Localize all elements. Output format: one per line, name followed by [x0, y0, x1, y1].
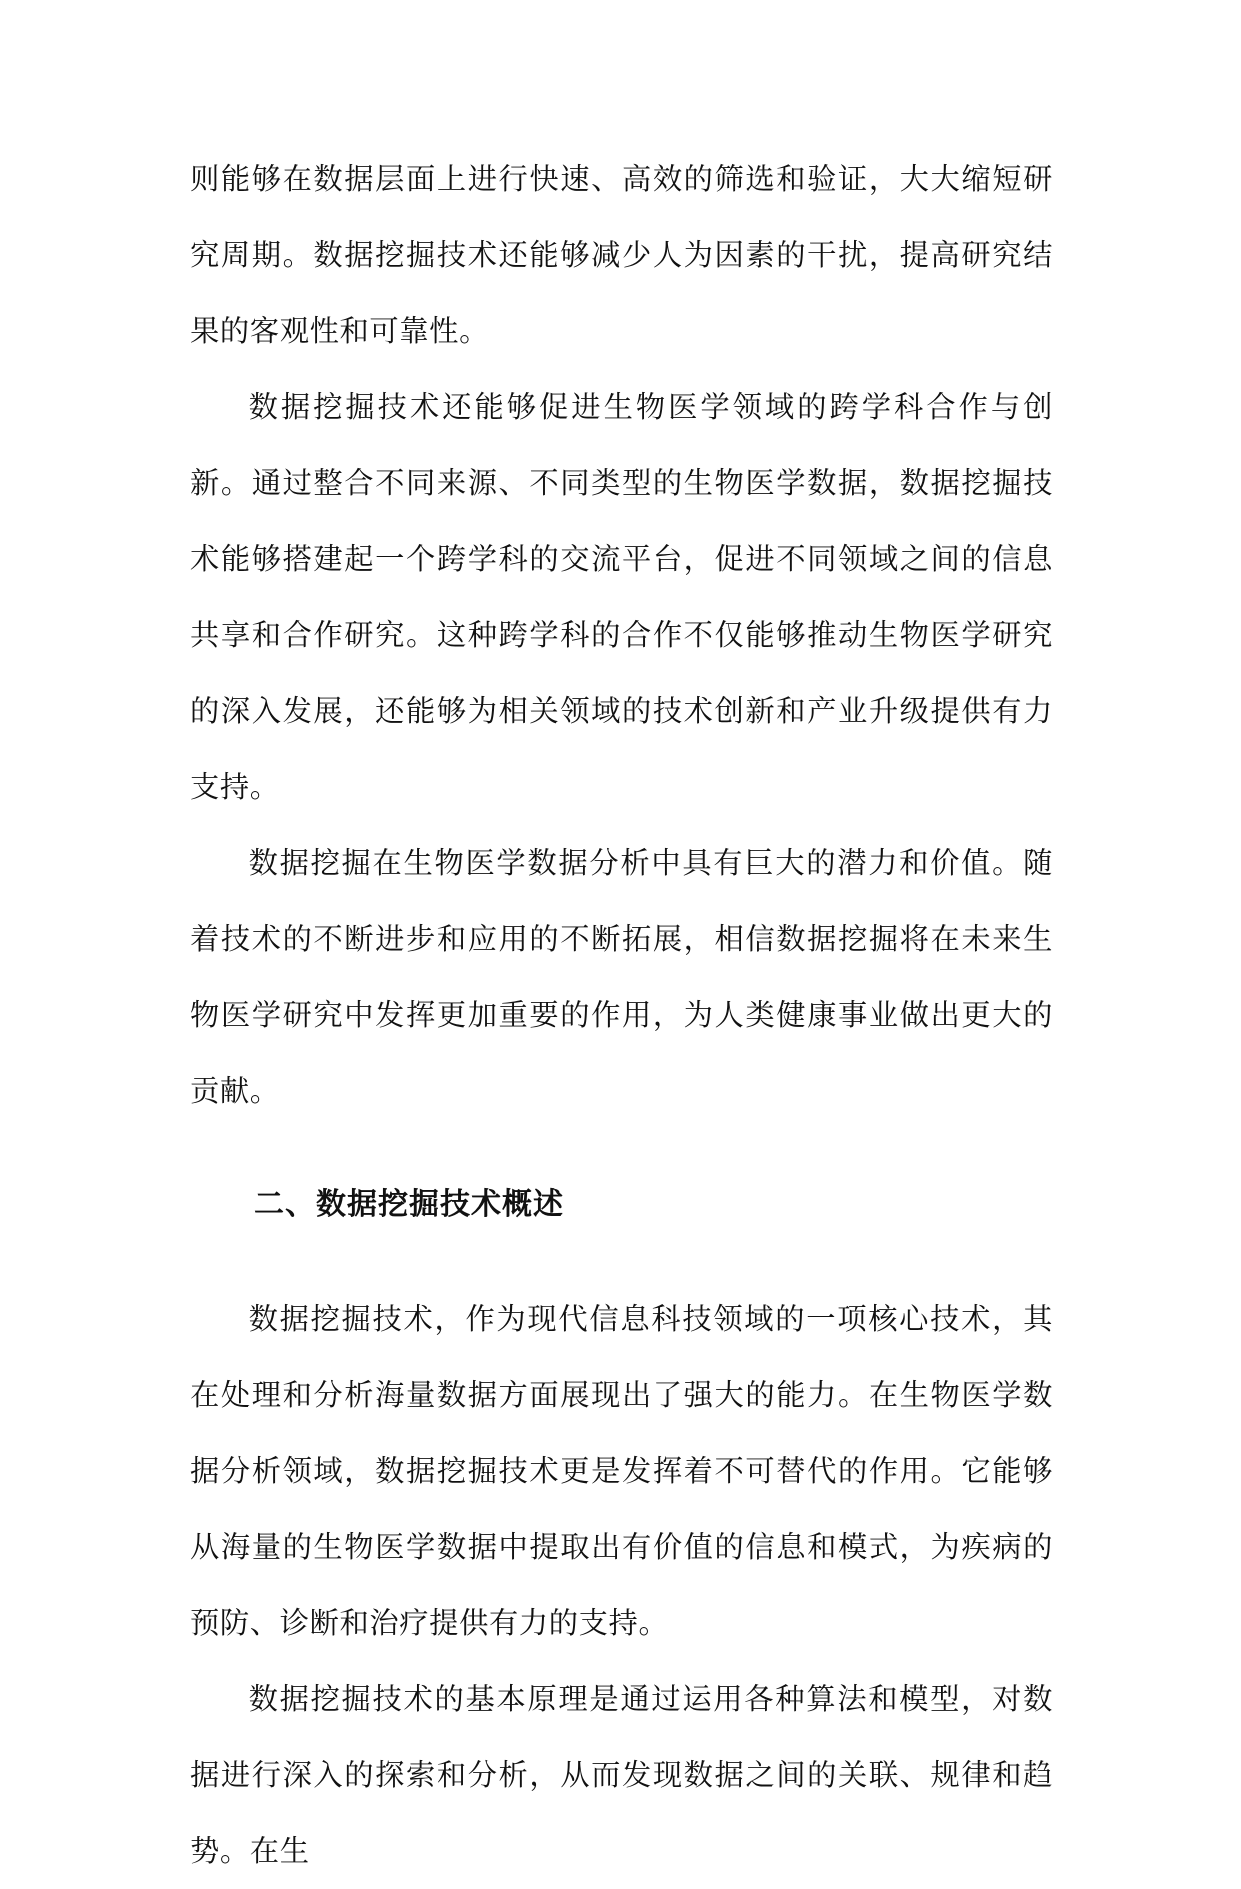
paragraph-overview: 数据挖掘技术，作为现代信息科技领域的一项核心技术，其在处理和分析海量数据方面展现出了强大的能力。在生物医学数据分析领域，数据挖掘技术更是发挥着不可替代的作用。它能够从海量的生物医学数据中提取出有价值的信息和模式，为疾病的预防、诊断和治疗提供有力的支持。	[190, 1302, 1053, 1640]
section-heading: 二、数据挖掘技术概述	[254, 1187, 564, 1222]
paragraph-interdisciplinary: 数据挖掘技术还能够促进生物医学领域的跨学科合作与创新。通过整合不同来源、不同类型的生物医学数据，数据挖掘技术能够搭建起一个跨学科的交流平台，促进不同领域之间的信息共享和合作研究。这种跨学科的合作不仅能够推动生物医学研究的深入发展，还能够为相关领域的技术创新和产业升级提供有力支持。	[190, 390, 1053, 804]
paragraph-principle: 数据挖掘技术的基本原理是通过运用各种算法和模型，对数据进行深入的探索和分析，从而发现数据之间的关联、规律和趋势。在生	[190, 1682, 1053, 1868]
paragraph-continuation: 则能够在数据层面上进行快速、高效的筛选和验证，大大缩短研究周期。数据挖掘技术还能够减少人为因素的干扰，提高研究结果的客观性和可靠性。	[190, 162, 1053, 348]
paragraph-potential: 数据挖掘在生物医学数据分析中具有巨大的潜力和价值。随着技术的不断进步和应用的不断拓展，相信数据挖掘将在未来生物医学研究中发挥更加重要的作用，为人类健康事业做出更大的贡献。	[190, 846, 1053, 1108]
